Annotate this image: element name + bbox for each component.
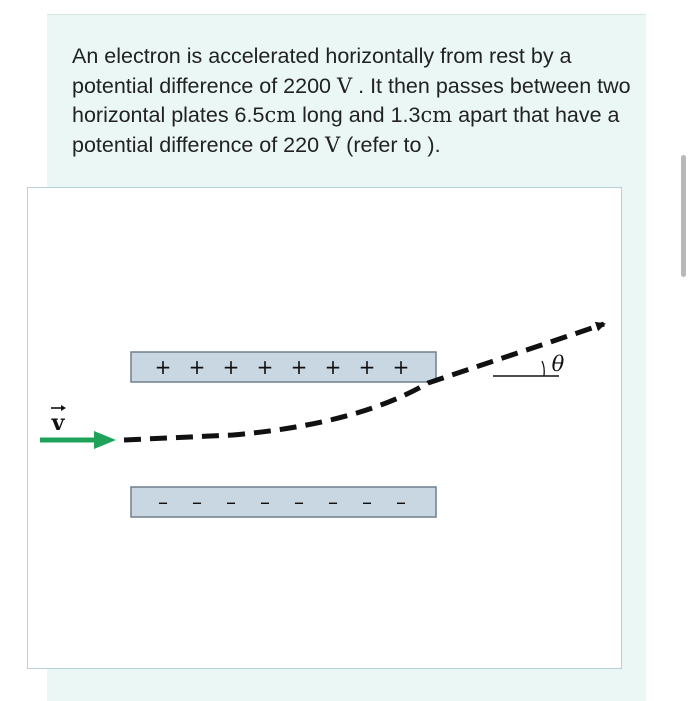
unit-volts-1: V [336,73,353,98]
negative-plate [131,487,436,517]
deflection-figure [27,187,622,669]
problem-statement [72,42,632,160]
minus-sign: – [396,490,406,514]
plus-sign: + [256,355,274,379]
minus-sign: – [294,490,304,514]
plus-sign: + [358,355,376,379]
plus-sign: + [222,355,240,379]
problem-text-4: apart that have a potential difference of 220 [72,103,620,157]
figure-canvas [28,188,621,668]
problem-text-3: long and 1.3 [296,103,421,127]
minus-sign: – [328,490,338,514]
scrollbar-thumb[interactable] [681,155,686,277]
plus-sign: + [154,355,172,379]
problem-text-1: An electron is accelerated horizontally from rest by a potential difference of 2200 [72,44,572,98]
velocity-label: v [51,410,65,436]
plus-sign: + [324,355,342,379]
angle-arc [542,361,544,376]
unit-volts-2: V [325,132,341,157]
plus-sign: + [188,355,206,379]
minus-sign: – [226,490,236,514]
unit-cm-1: cm [264,103,297,127]
angle-label: θ [551,352,565,376]
minus-sign: – [260,490,270,514]
unit-cm-2: cm [420,103,453,127]
minus-sign: – [158,490,168,514]
plus-sign: + [392,355,410,379]
problem-text-2: . It then passes between two horizontal plates 6.5 [72,73,631,127]
minus-sign: – [192,490,202,514]
minus-sign: – [362,490,372,514]
positive-plate [131,352,436,382]
plus-sign: + [290,355,308,379]
problem-text-5: (refer to ). [340,132,441,157]
